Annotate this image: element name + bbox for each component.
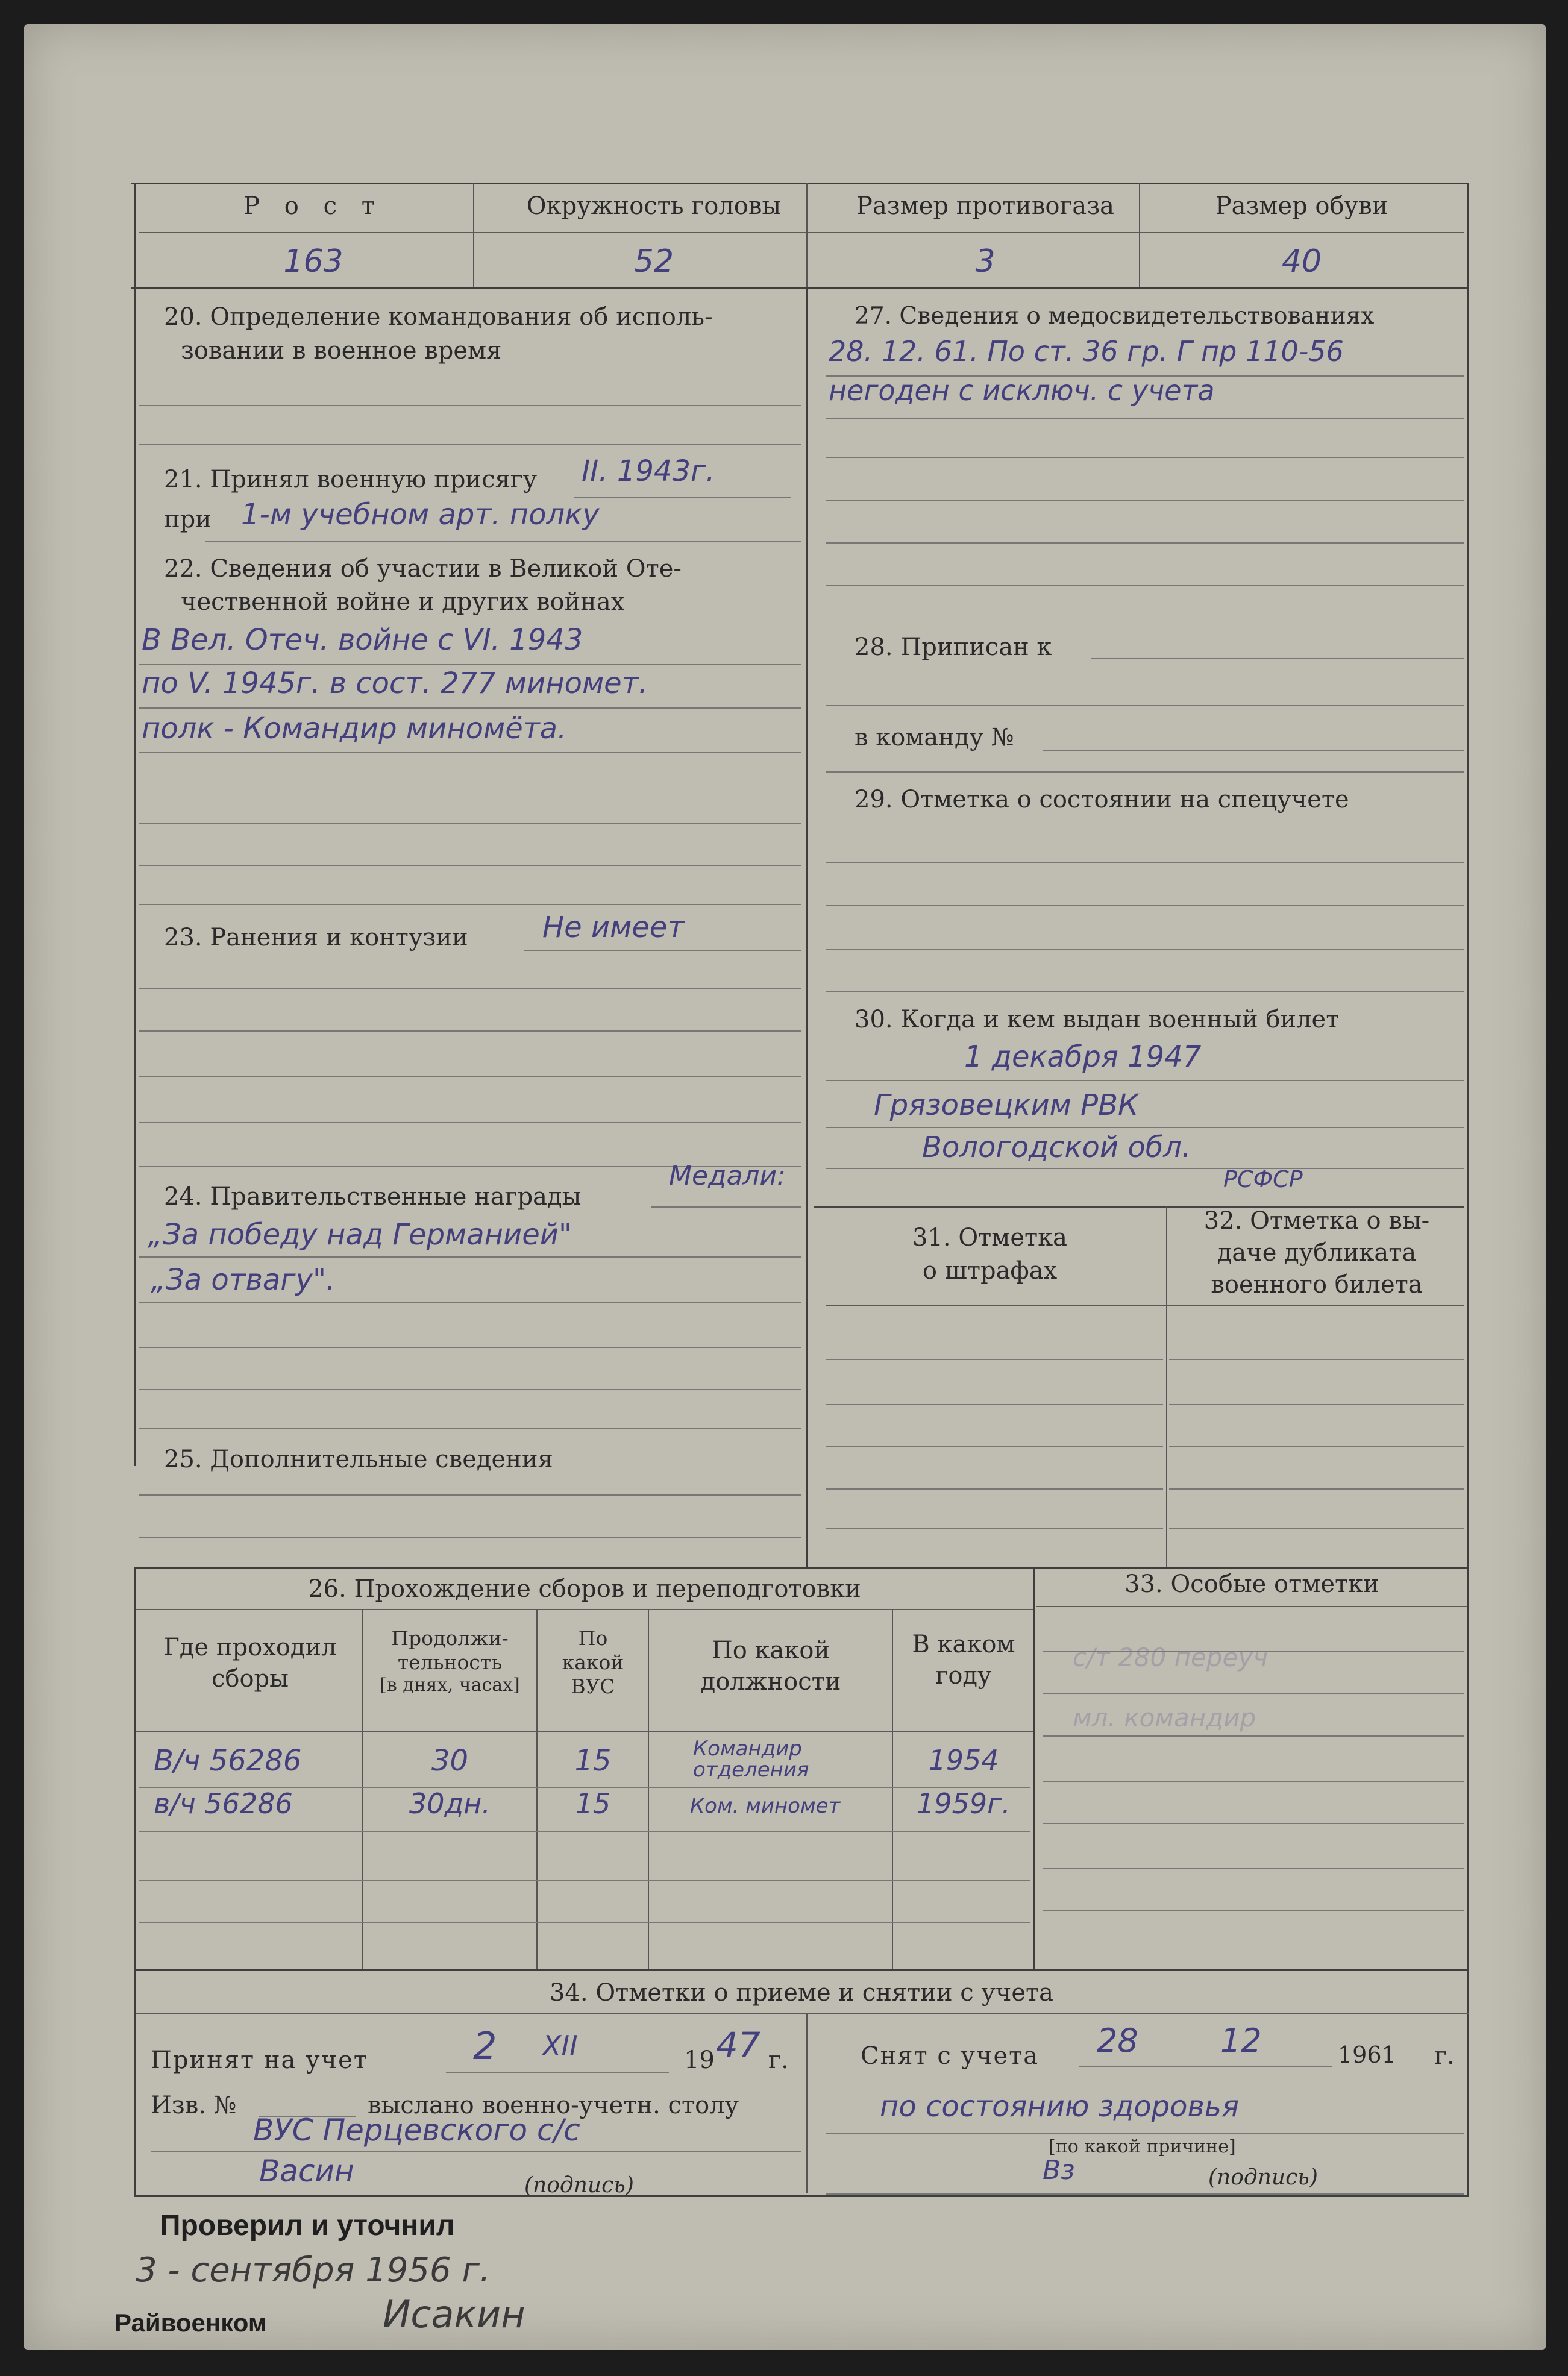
s23-rule-2 [139, 1030, 801, 1032]
s26-row2-where: в/ч 56286 [154, 1787, 293, 1820]
s20-rule-2 [139, 444, 801, 445]
s27-label: 27. Сведения о медосвидетельствованиях [855, 302, 1375, 330]
s33-rule-4 [1043, 1781, 1464, 1782]
s25-rule-1 [139, 1494, 801, 1496]
s23-rule-1 [139, 988, 801, 989]
s25-rule-2 [139, 1537, 801, 1538]
s28-label: 28. Приписан к [855, 633, 1052, 661]
s29-label: 29. Отметка о состоянии на спецучете [855, 786, 1349, 813]
s27-hw1: 28. 12. 61. По ст. 36 гр. Г пр 110-56 [829, 335, 1344, 368]
s22-rule-2 [139, 707, 801, 709]
s20-rule-1 [139, 405, 801, 406]
s33-faint-1: с/т 280 переуч [1073, 1643, 1269, 1672]
s26-row2-vus: 15 [575, 1787, 611, 1820]
s26-row1-where: В/ч 56286 [154, 1744, 302, 1778]
s24-rule-4 [139, 1389, 801, 1390]
s26-col-div-3 [648, 1609, 649, 1970]
s26-col-duration-3: [в днях, часах] [380, 1675, 520, 1696]
s26-row-rule-3 [139, 1880, 1030, 1881]
frame-bottom-rule [134, 2195, 1469, 2197]
s24-rule-5 [139, 1428, 801, 1429]
s31-rule-5 [826, 1528, 1163, 1529]
s22-line2: чественной войне и других войнах [181, 588, 625, 616]
s31-rule-4 [826, 1488, 1163, 1490]
s28-team-rule [1043, 750, 1464, 751]
s34-izv-label: Изв. № [151, 2092, 237, 2119]
s26-row1-position-1: Командир [693, 1737, 802, 1761]
s23-value-rule [524, 950, 801, 951]
s22-rule-3 [139, 752, 801, 753]
s34-removed-month: 12 [1220, 2022, 1262, 2060]
s32-line3: военного билета [1211, 1271, 1423, 1299]
s26-s33-divider [1033, 1567, 1035, 1970]
s31-line2: о штрафах [922, 1257, 1058, 1285]
s26-row2-year: 1959г. [917, 1787, 1011, 1820]
s23-rule-3 [139, 1076, 801, 1077]
s34-signature-label-right: (подпись) [1208, 2165, 1318, 2190]
s34-year-suffix: г. [768, 2046, 789, 2074]
s33-title-rule [1036, 1606, 1467, 1607]
s27-rule-5 [826, 542, 1464, 544]
s30-hw3: Вологодской обл. [922, 1130, 1191, 1164]
s34-reason-label: [по какой причине] [1049, 2136, 1236, 2157]
s31-s32-header-rule [826, 1305, 1464, 1306]
s22-rule-4 [139, 823, 801, 824]
s26-title-rule [134, 1609, 1033, 1610]
s21-label: 21. Принял военную присягу [164, 466, 538, 494]
s26-col-vus-1: По [578, 1626, 608, 1650]
s26-row2-duration: 30дн. [409, 1787, 491, 1820]
s22-rule-1 [139, 664, 801, 665]
s26-col-div-1 [362, 1609, 363, 1970]
s34-removed-year-suffix: г. [1434, 2042, 1455, 2070]
footer-checked-label: Проверил и уточнил [160, 2210, 455, 2242]
s26-col-vus-3: ВУС [571, 1675, 615, 1698]
shoe-value: 40 [1281, 243, 1322, 280]
s34-reason-rule [826, 2133, 1464, 2134]
s26-col-vus-2: какой [562, 1650, 624, 1674]
s31-line1: 31. Отметка [912, 1224, 1067, 1252]
header-top-rule [131, 183, 1469, 184]
height-value: 163 [283, 243, 343, 280]
s32-rule-1 [1169, 1359, 1464, 1360]
s26-row1-duration: 30 [431, 1744, 469, 1778]
s26-col-year-1: В каком [912, 1631, 1015, 1658]
s23-value: Не имеет [542, 911, 685, 944]
s24-value: Медали: [669, 1161, 786, 1191]
s24-hw2: „За отвагу". [151, 1263, 336, 1297]
s26-col-year-2: году [935, 1662, 992, 1690]
s31-s32-divider [1166, 1206, 1167, 1568]
s29-rule-4 [826, 991, 1464, 992]
s34-accepted-label: Принят на учет [151, 2046, 368, 2074]
s23-rule-4 [139, 1122, 801, 1123]
s26-row1-year: 1954 [928, 1744, 999, 1776]
s34-title-rule [134, 2013, 1469, 2014]
header-divider-2 [806, 183, 808, 287]
s34-removed-day: 28 [1097, 2022, 1138, 2060]
s26-col-div-4 [892, 1609, 893, 1970]
s34-divider [806, 2013, 808, 2193]
s30-hw2: Грязовецким РВК [874, 1088, 1139, 1122]
footer-commissar-label: Райвоенком [114, 2309, 267, 2337]
s21-at-rule [205, 541, 801, 542]
s30-rule-1 [826, 1080, 1464, 1081]
s30-hw4: РСФСР [1223, 1166, 1303, 1193]
s34-accepted-year: 47 [716, 2025, 760, 2066]
gasmask-value: 3 [975, 243, 996, 280]
footer-commissar-sign: Исакин [383, 2292, 525, 2336]
s32-rule-4 [1169, 1488, 1464, 1490]
s25-label: 25. Дополнительные сведения [164, 1446, 553, 1473]
s33-rule-2 [1043, 1693, 1464, 1694]
s24-rule-1 [139, 1256, 801, 1258]
s26-col-position-1: По какой [711, 1637, 830, 1664]
s22-hw3: полк - Командир миномёта. [142, 712, 567, 745]
s30-label: 30. Когда и кем выдан военный билет [855, 1006, 1340, 1033]
s34-sign-rule-right [826, 2193, 1464, 2195]
s27-rule-3 [826, 457, 1464, 458]
s27-hw2: негоден с исключ. с учета [829, 374, 1215, 407]
s26-row2-position-1: Ком. миномет [690, 1794, 841, 1818]
s22-hw2: по V. 1945г. в сост. 277 миномет. [142, 666, 648, 700]
s21-at-label: при [164, 506, 212, 533]
s29-rule-1 [826, 862, 1464, 863]
s26-col-duration-2: тельность [397, 1650, 503, 1674]
s24-value-rule [651, 1206, 801, 1208]
left-frame [134, 183, 136, 1466]
s21-date-rule [574, 497, 791, 498]
s21-date: II. 1943г. [582, 454, 715, 488]
s29-rule-2 [826, 905, 1464, 906]
s26-col-where-2: сборы [211, 1665, 289, 1693]
s24-label: 24. Правительственные награды [164, 1183, 582, 1211]
s34-removed-year-printed: 1961 [1338, 2042, 1396, 2068]
s31-rule-2 [826, 1404, 1163, 1405]
col-head-label: Окружность головы [526, 192, 782, 220]
s34-accepted-month: XII [542, 2030, 578, 2062]
col-shoe-label: Размер обуви [1215, 192, 1388, 220]
s24-hw1: „За победу над Германией" [148, 1218, 572, 1252]
s26-bottom-rule [134, 1969, 1469, 1971]
s22-line1: 22. Сведения об участии в Великой Оте- [164, 555, 682, 583]
s34-sign-hw-left: Васин [259, 2154, 354, 2189]
s27-rule-2 [826, 418, 1464, 419]
s32-rule-5 [1169, 1528, 1464, 1529]
s34-removed-rule [1079, 2066, 1332, 2067]
head-value: 52 [633, 243, 674, 280]
footer-date-hw: 3 - сентября 1956 г. [136, 2251, 491, 2290]
s26-top-rule [134, 1567, 1469, 1569]
s28-rule-2 [826, 705, 1464, 706]
document-sheet [24, 24, 1546, 2350]
s31-rule-1 [826, 1359, 1163, 1360]
s27-rule-4 [826, 500, 1464, 501]
s29-rule-3 [826, 949, 1464, 950]
header-divider-1 [473, 183, 474, 287]
s26-row1-position-2: отделения [693, 1758, 809, 1782]
s26-title: 26. Прохождение сборов и переподготовки [308, 1575, 861, 1603]
s32-line1: 32. Отметка о вы- [1203, 1207, 1430, 1235]
s33-rule-3 [1043, 1735, 1464, 1737]
s26-row-rule-2 [139, 1831, 1030, 1832]
header-mid-rule [139, 232, 1464, 233]
s22-rule-6 [139, 904, 801, 905]
s32-rule-3 [1169, 1446, 1464, 1447]
s28-bottom-rule [826, 771, 1464, 773]
s34-title: 34. Отметки о приеме и снятии с учета [549, 1979, 1053, 2007]
s24-rule-2 [139, 1302, 801, 1303]
s33-faint-2: мл. командир [1073, 1703, 1256, 1732]
s27-rule-6 [826, 585, 1464, 586]
s30-rule-2 [826, 1127, 1464, 1128]
s34-reason-value: по состоянию здоровья [880, 2090, 1239, 2124]
s22-hw1: В Вел. Отеч. войне с VI. 1943 [142, 623, 583, 657]
s33-rule-5 [1043, 1823, 1464, 1824]
s30-rule-3 [826, 1168, 1464, 1169]
s22-rule-5 [139, 865, 801, 866]
s24-rule-3 [139, 1347, 801, 1348]
s26-row-rule-4 [139, 1922, 1030, 1923]
s26-col-div-2 [536, 1609, 538, 1970]
s34-signature-label-left: (подпись) [524, 2173, 634, 2198]
header-bottom-rule [131, 287, 1469, 289]
s26-col-where-1: Где проходил [163, 1634, 337, 1661]
s32-rule-2 [1169, 1404, 1464, 1405]
s26-header-rule [134, 1731, 1033, 1732]
s31-rule-3 [826, 1446, 1163, 1447]
s26-col-position-2: должности [700, 1668, 841, 1696]
s34-sign-hw-right: Вз [1043, 2155, 1075, 2186]
left-frame-lower [134, 1567, 136, 2196]
s26-row1-vus: 15 [574, 1744, 612, 1778]
s20-line1: 20. Определение командования об исполь- [164, 303, 713, 331]
s33-rule-7 [1043, 1910, 1464, 1911]
col-height-label: Р о с т [243, 192, 383, 220]
s34-year-prefix: 19 [684, 2046, 715, 2074]
s34-accepted-day: 2 [473, 2024, 497, 2068]
s34-sent-value: ВУС Перцевского с/с [253, 2113, 580, 2148]
s34-sent-rule [151, 2151, 801, 2152]
s23-label: 23. Ранения и контузии [164, 924, 468, 951]
s30-hw1: 1 декабря 1947 [964, 1040, 1202, 1074]
s26-col-duration-1: Продолжи- [391, 1626, 509, 1650]
right-frame [1467, 183, 1469, 2195]
s33-title: 33. Особые отметки [1124, 1570, 1379, 1598]
s28-rule [1091, 658, 1464, 659]
s34-accepted-rule [446, 2072, 669, 2073]
header-divider-3 [1139, 183, 1140, 287]
s33-rule-6 [1043, 1868, 1464, 1869]
s34-removed-label: Снят с учета [861, 2042, 1040, 2070]
s20-line2: зовании в военное время [181, 337, 502, 365]
s32-line2: даче дубликата [1217, 1239, 1417, 1267]
s28-team-label: в команду № [855, 724, 1014, 751]
s33-rule-1 [1043, 1651, 1464, 1652]
col-gasmask-label: Размер противогаза [856, 192, 1114, 220]
s21-at-value: 1-м учебном арт. полку [241, 498, 600, 531]
center-divider [806, 287, 808, 1568]
s34-sent-label: выслано военно-учетн. столу [368, 2092, 739, 2119]
